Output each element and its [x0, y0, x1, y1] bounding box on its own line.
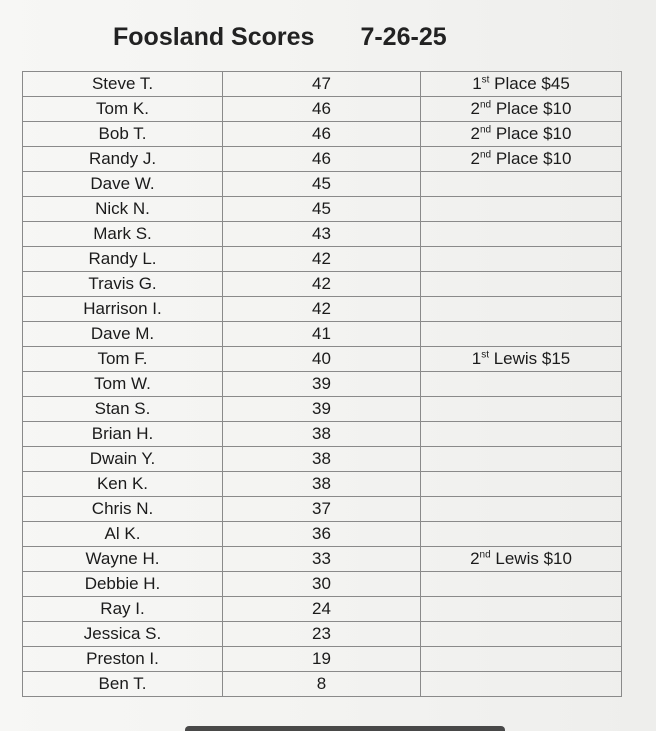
player-name-cell: Dave M. [23, 322, 223, 347]
page-date: 7-26-25 [360, 22, 447, 51]
score-cell: 42 [223, 272, 421, 297]
table-row [23, 572, 622, 597]
score-cell: 19 [223, 647, 421, 672]
table-row [23, 347, 622, 372]
score-cell: 47 [223, 72, 421, 97]
score-cell: 36 [223, 522, 421, 547]
prize-cell [421, 347, 622, 372]
prize-rank-suffix: nd [479, 549, 491, 561]
table-row [23, 447, 622, 472]
prize-rank-suffix: st [481, 349, 489, 361]
prize-cell [421, 322, 622, 347]
player-name-cell: Ben T. [23, 672, 223, 697]
player-name-cell: Randy L. [23, 247, 223, 272]
score-cell: 33 [223, 547, 421, 572]
score-cell: 38 [223, 447, 421, 472]
header [113, 20, 447, 54]
table-row [23, 372, 622, 397]
bottom-edge-shadow [185, 726, 505, 731]
prize-rank-suffix: st [481, 74, 490, 86]
prize-cell [421, 297, 622, 322]
prize-rank-number: 2 [470, 149, 480, 168]
prize-text: Place $45 [489, 74, 570, 93]
scores-table-body [23, 72, 622, 697]
prize-text: Lewis $15 [488, 349, 571, 368]
prize-cell [421, 472, 622, 497]
table-row [23, 397, 622, 422]
player-name-cell: Tom F. [23, 347, 223, 372]
table-row [23, 197, 622, 222]
table-row [23, 647, 622, 672]
table-row [23, 147, 622, 172]
table-row [23, 297, 622, 322]
score-cell: 39 [223, 372, 421, 397]
score-cell: 46 [223, 147, 421, 172]
player-name-cell: Harrison I. [23, 297, 223, 322]
prize-rank-number: 2 [470, 549, 480, 568]
table-row [23, 497, 622, 522]
prize-cell [421, 647, 622, 672]
player-name-cell: Al K. [23, 522, 223, 547]
score-cell: 46 [223, 97, 421, 122]
player-name-cell: Mark S. [23, 222, 223, 247]
prize-cell [421, 447, 622, 472]
table-row [23, 247, 622, 272]
table-row [23, 122, 622, 147]
table-row [23, 422, 622, 447]
score-cell: 43 [223, 222, 421, 247]
player-name-cell: Chris N. [23, 497, 223, 522]
prize-cell [421, 122, 622, 147]
score-cell: 30 [223, 572, 421, 597]
table-row [23, 672, 622, 697]
table-row [23, 547, 622, 572]
table-row [23, 72, 622, 97]
table-row [23, 622, 622, 647]
prize-cell [421, 222, 622, 247]
prize-cell [421, 172, 622, 197]
prize-cell [421, 522, 622, 547]
table-row [23, 172, 622, 197]
player-name-cell: Travis G. [23, 272, 223, 297]
prize-text: Place $10 [491, 99, 572, 118]
prize-rank-number: 2 [470, 99, 480, 118]
score-cell: 41 [223, 322, 421, 347]
score-cell: 42 [223, 247, 421, 272]
table-row [23, 97, 622, 122]
player-name-cell: Tom K. [23, 97, 223, 122]
prize-cell [421, 597, 622, 622]
score-cell: 38 [223, 472, 421, 497]
score-cell: 46 [223, 122, 421, 147]
table-row [23, 272, 622, 297]
prize-cell [421, 397, 622, 422]
score-cell: 45 [223, 172, 421, 197]
score-cell: 39 [223, 397, 421, 422]
player-name-cell: Randy J. [23, 147, 223, 172]
player-name-cell: Nick N. [23, 197, 223, 222]
prize-text: Lewis $10 [490, 549, 572, 568]
player-name-cell: Dwain Y. [23, 447, 223, 472]
table-row [23, 222, 622, 247]
table-row [23, 597, 622, 622]
player-name-cell: Wayne H. [23, 547, 223, 572]
prize-cell [421, 672, 622, 697]
score-cell: 24 [223, 597, 421, 622]
prize-cell [421, 97, 622, 122]
score-cell: 23 [223, 622, 421, 647]
player-name-cell: Ken K. [23, 472, 223, 497]
score-cell: 8 [223, 672, 421, 697]
prize-rank-suffix: nd [480, 149, 492, 161]
player-name-cell: Preston I. [23, 647, 223, 672]
page-title: Foosland Scores [113, 22, 315, 51]
prize-cell [421, 547, 622, 572]
prize-cell [421, 272, 622, 297]
prize-rank-number: 2 [470, 124, 480, 143]
prize-cell [421, 622, 622, 647]
score-cell: 40 [223, 347, 421, 372]
prize-text: Place $10 [491, 149, 572, 168]
score-cell: 45 [223, 197, 421, 222]
prize-rank-number: 1 [471, 349, 482, 368]
prize-cell [421, 572, 622, 597]
player-name-cell: Bob T. [23, 122, 223, 147]
player-name-cell: Tom W. [23, 372, 223, 397]
player-name-cell: Dave W. [23, 172, 223, 197]
player-name-cell: Stan S. [23, 397, 223, 422]
prize-cell [421, 372, 622, 397]
prize-cell [421, 72, 622, 97]
player-name-cell: Steve T. [23, 72, 223, 97]
prize-text: Place $10 [491, 124, 572, 143]
table-row [23, 322, 622, 347]
prize-rank-suffix: nd [480, 99, 492, 111]
prize-cell [421, 497, 622, 522]
prize-cell [421, 422, 622, 447]
score-cell: 37 [223, 497, 421, 522]
prize-rank-number: 1 [472, 74, 482, 93]
player-name-cell: Brian H. [23, 422, 223, 447]
table-row [23, 472, 622, 497]
player-name-cell: Jessica S. [23, 622, 223, 647]
prize-cell [421, 247, 622, 272]
table-row [23, 522, 622, 547]
prize-cell [421, 147, 622, 172]
scores-table [22, 71, 622, 697]
player-name-cell: Debbie H. [23, 572, 223, 597]
prize-rank-suffix: nd [480, 124, 492, 136]
prize-cell [421, 197, 622, 222]
score-cell: 38 [223, 422, 421, 447]
player-name-cell: Ray I. [23, 597, 223, 622]
score-cell: 42 [223, 297, 421, 322]
